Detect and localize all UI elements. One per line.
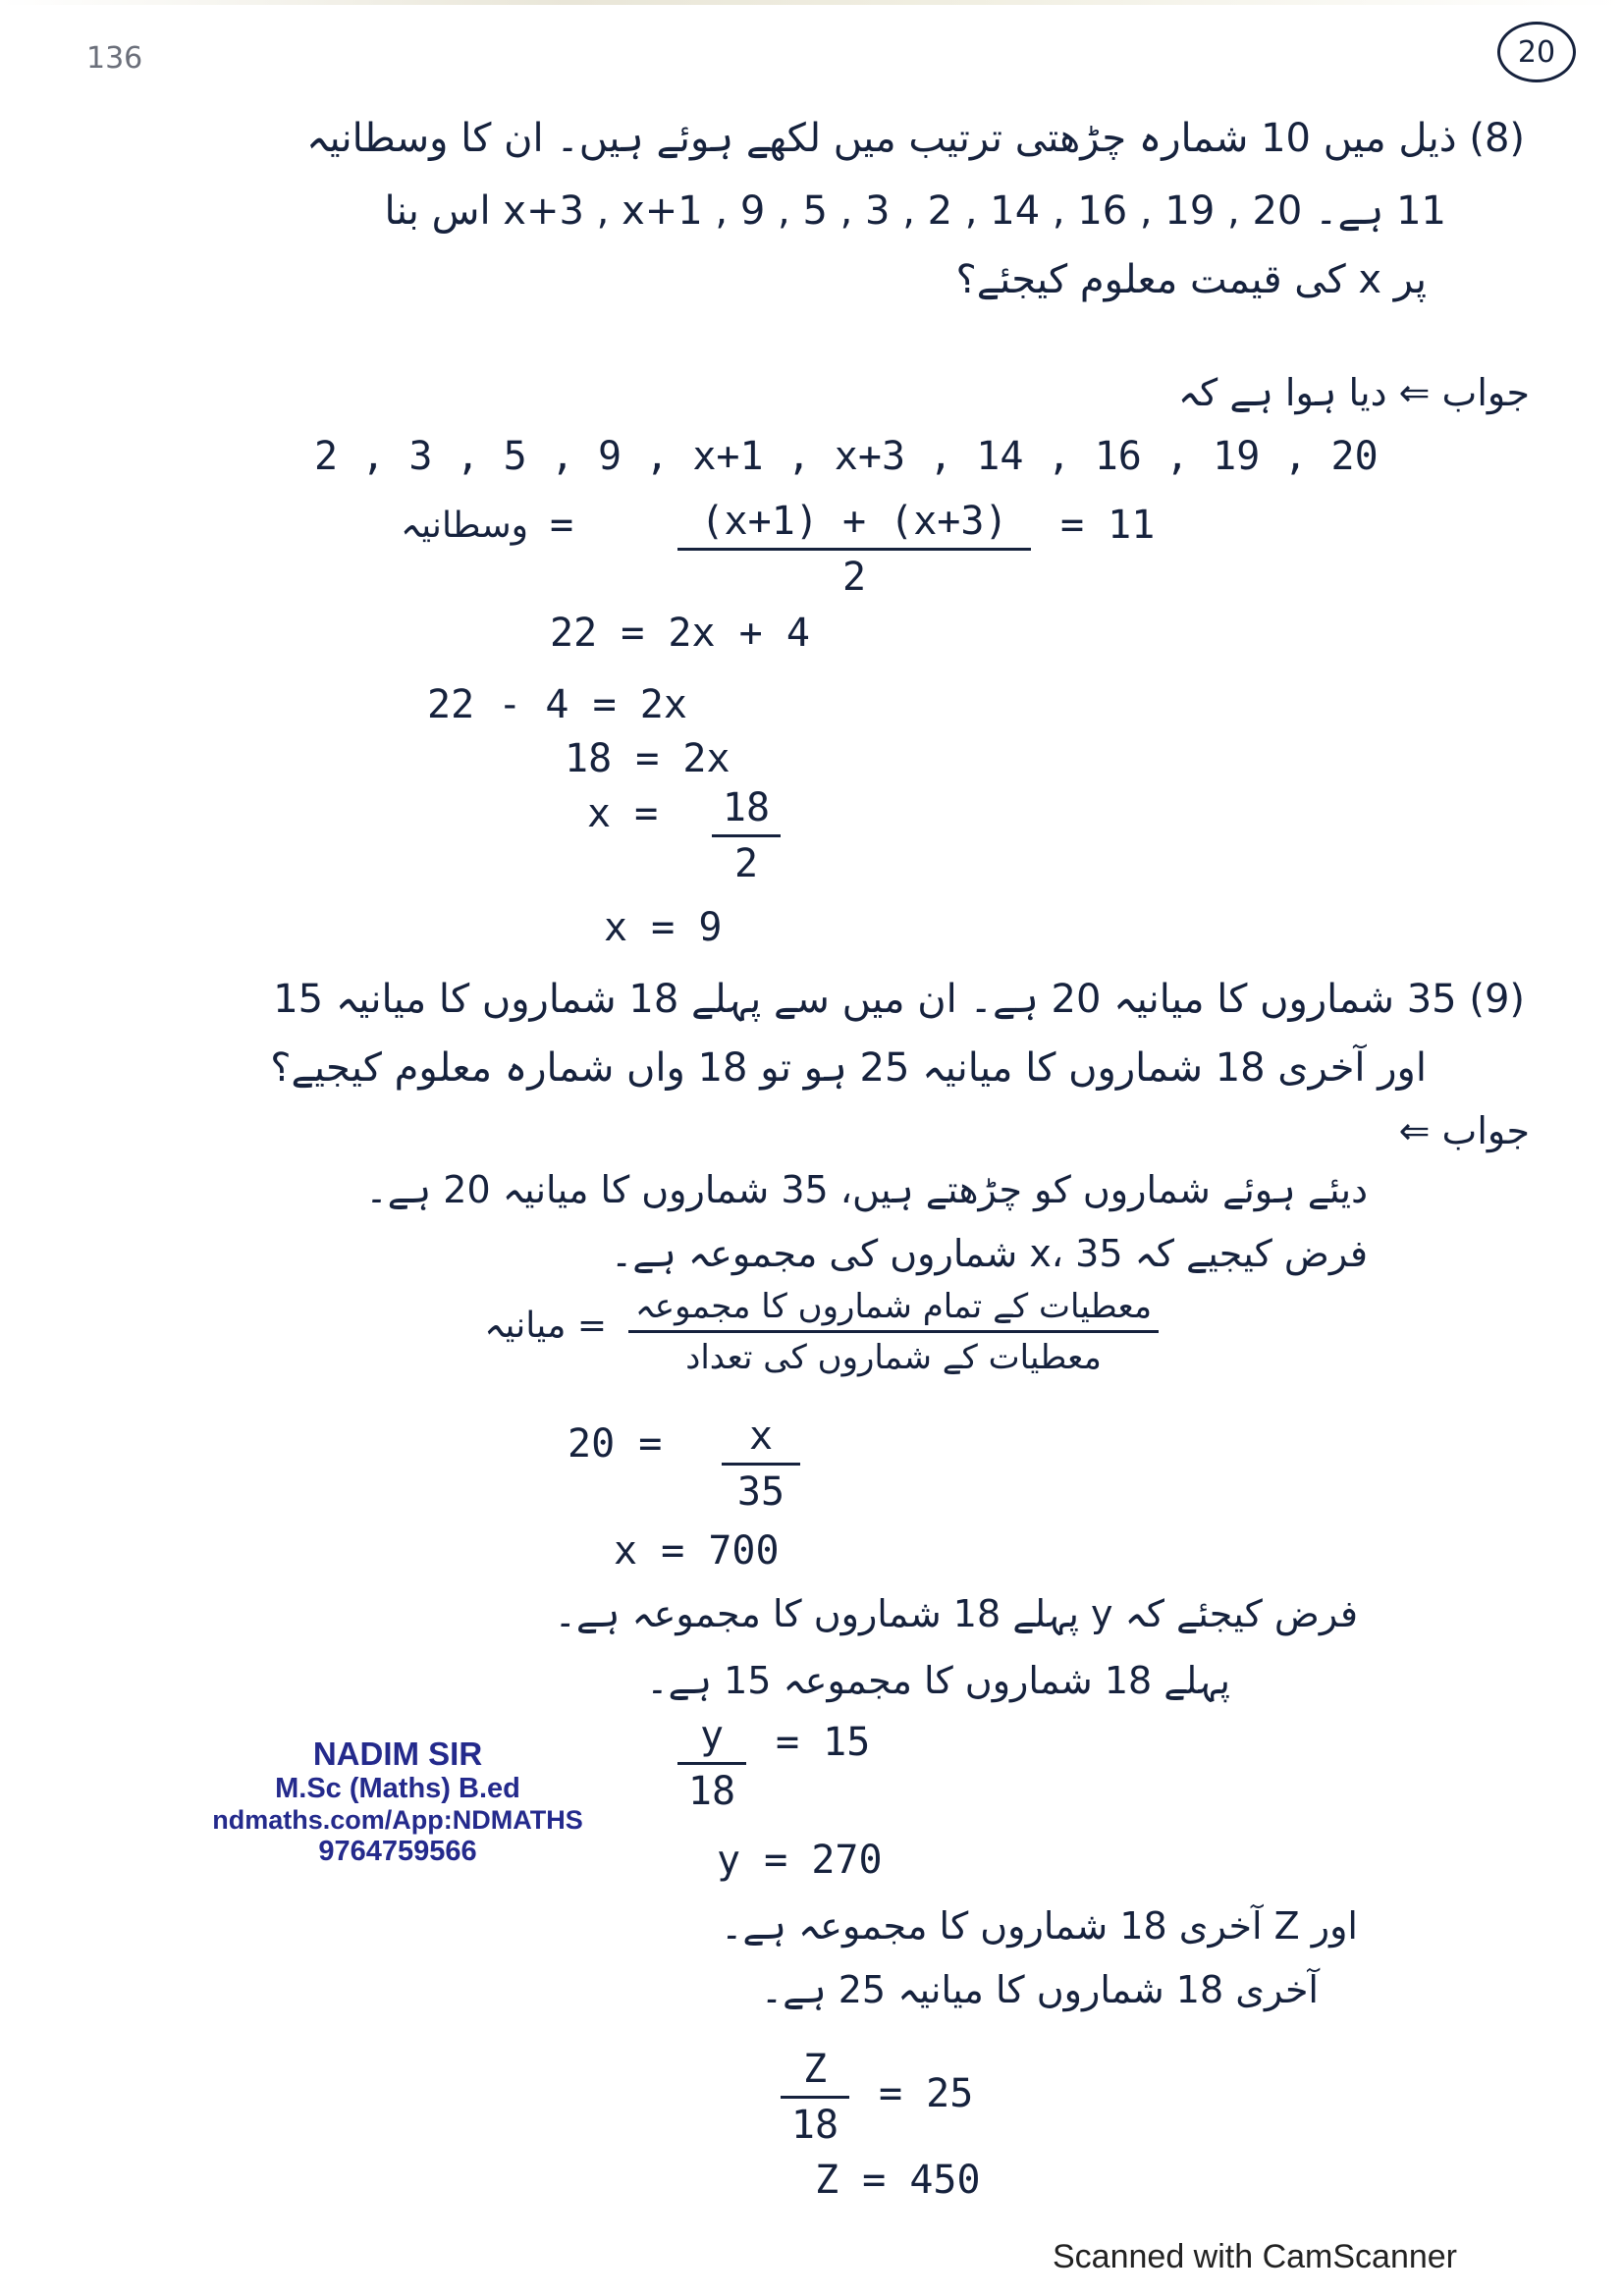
- ans8-median-rhs: = 11: [1060, 503, 1156, 548]
- ans9-eq5-rhs: = 25: [879, 2071, 974, 2116]
- ans8-step1: 22 = 2x + 4: [550, 611, 810, 656]
- ans8-step3: 18 = 2x: [565, 736, 730, 781]
- ans9-heading: جواب ⇐: [1398, 1109, 1530, 1152]
- ans9-line2: فرض کیجیے کہ x، 35 شماروں کی مجموعہ ہے۔: [611, 1232, 1368, 1275]
- top-edge: [0, 0, 1623, 5]
- ans9-formula: معطیات کے تمام شماروں کا مجموعہ معطیات کے شماروں کی تعداد: [628, 1286, 1159, 1377]
- q9-line2: اور آخری 18 شماروں کا میانیہ 25 ہو تو 18 واں شمارہ معلوم کیجیے؟: [270, 1045, 1427, 1091]
- ans9-eq5-fraction: Z 18: [781, 2047, 849, 2148]
- ans9-line4: پہلے 18 شماروں کا مجموعہ 15 ہے۔: [646, 1659, 1230, 1702]
- ans8-step4-lhs: x =: [587, 791, 659, 836]
- q8-line3: پر x کی قیمت معلوم کیجئے؟: [955, 257, 1427, 302]
- stamp-site: ndmaths.com/App:NDMATHS: [212, 1805, 583, 1835]
- ans8-median-eq: =: [550, 503, 574, 548]
- q8-line1: (8) ذیل میں 10 شمارہ چڑھتی ترتیب میں لکھے ہوئے ہیں۔ ان کا وسطانیہ: [306, 116, 1525, 161]
- footer-watermark: Scanned with CamScanner: [1053, 2238, 1458, 2275]
- page-number: 20: [1497, 22, 1576, 82]
- ans9-formula-eq: = میانیہ: [484, 1306, 607, 1346]
- q9-line1: (9) 35 شماروں کا میانیہ 20 ہے۔ ان میں سے پہلے 18 شماروں کا میانیہ 15: [273, 977, 1525, 1022]
- ans9-eq3-rhs: = 15: [776, 1720, 871, 1765]
- ans9-eq6: Z = 450: [815, 2158, 981, 2203]
- ans8-step5: x = 9: [604, 905, 723, 950]
- ans8-heading: جواب ⇐ دیا ہوا ہے کہ: [1177, 371, 1530, 414]
- corner-note: 136: [86, 41, 143, 76]
- ans9-line6: آخری 18 شماروں کا میانیہ 25 ہے۔: [760, 1968, 1319, 2011]
- ans8-step4-fraction: 18 2: [712, 785, 781, 886]
- ans9-line5: اور Z آخری 18 شماروں کا مجموعہ ہے۔: [721, 1904, 1358, 1948]
- ans8-median-label: وسطانیہ: [400, 506, 528, 546]
- ans9-line3: فرض کیجئے کہ y پہلے 18 شماروں کا مجموعہ ہے۔: [554, 1592, 1358, 1635]
- ans8-step2: 22 - 4 = 2x: [427, 682, 687, 727]
- q8-line2: 11 ہے۔ 20 , 19 , 16 , 14 , x+3 , x+1 , 9 , 5 , 3 , 2 اس بنا: [384, 188, 1446, 234]
- ans9-eq1-fraction: x 35: [722, 1414, 800, 1515]
- ans9-eq2: x = 700: [614, 1528, 780, 1574]
- ans9-eq1-lhs: 20 =: [568, 1421, 663, 1467]
- ans9-eq4: y = 270: [717, 1838, 883, 1883]
- stamp-degree: M.Sc (Maths) B.ed: [275, 1773, 520, 1804]
- ans9-line1: دیئے ہوئے شماروں کو چڑھتے ہیں، 35 شماروں کا میانیہ 20 ہے۔: [365, 1168, 1368, 1211]
- ans8-sequence: 2 , 3 , 5 , 9 , x+1 , x+3 , 14 , 16 , 19 , 20: [314, 434, 1379, 479]
- author-stamp: [206, 1735, 589, 1868]
- stamp-name: NADIM SIR: [312, 1735, 483, 1772]
- ans9-eq3-fraction: y 18: [677, 1713, 746, 1814]
- ans8-median-fraction: (x+1) + (x+3) 2: [677, 499, 1031, 600]
- stamp-phone: 9764759566: [318, 1836, 477, 1867]
